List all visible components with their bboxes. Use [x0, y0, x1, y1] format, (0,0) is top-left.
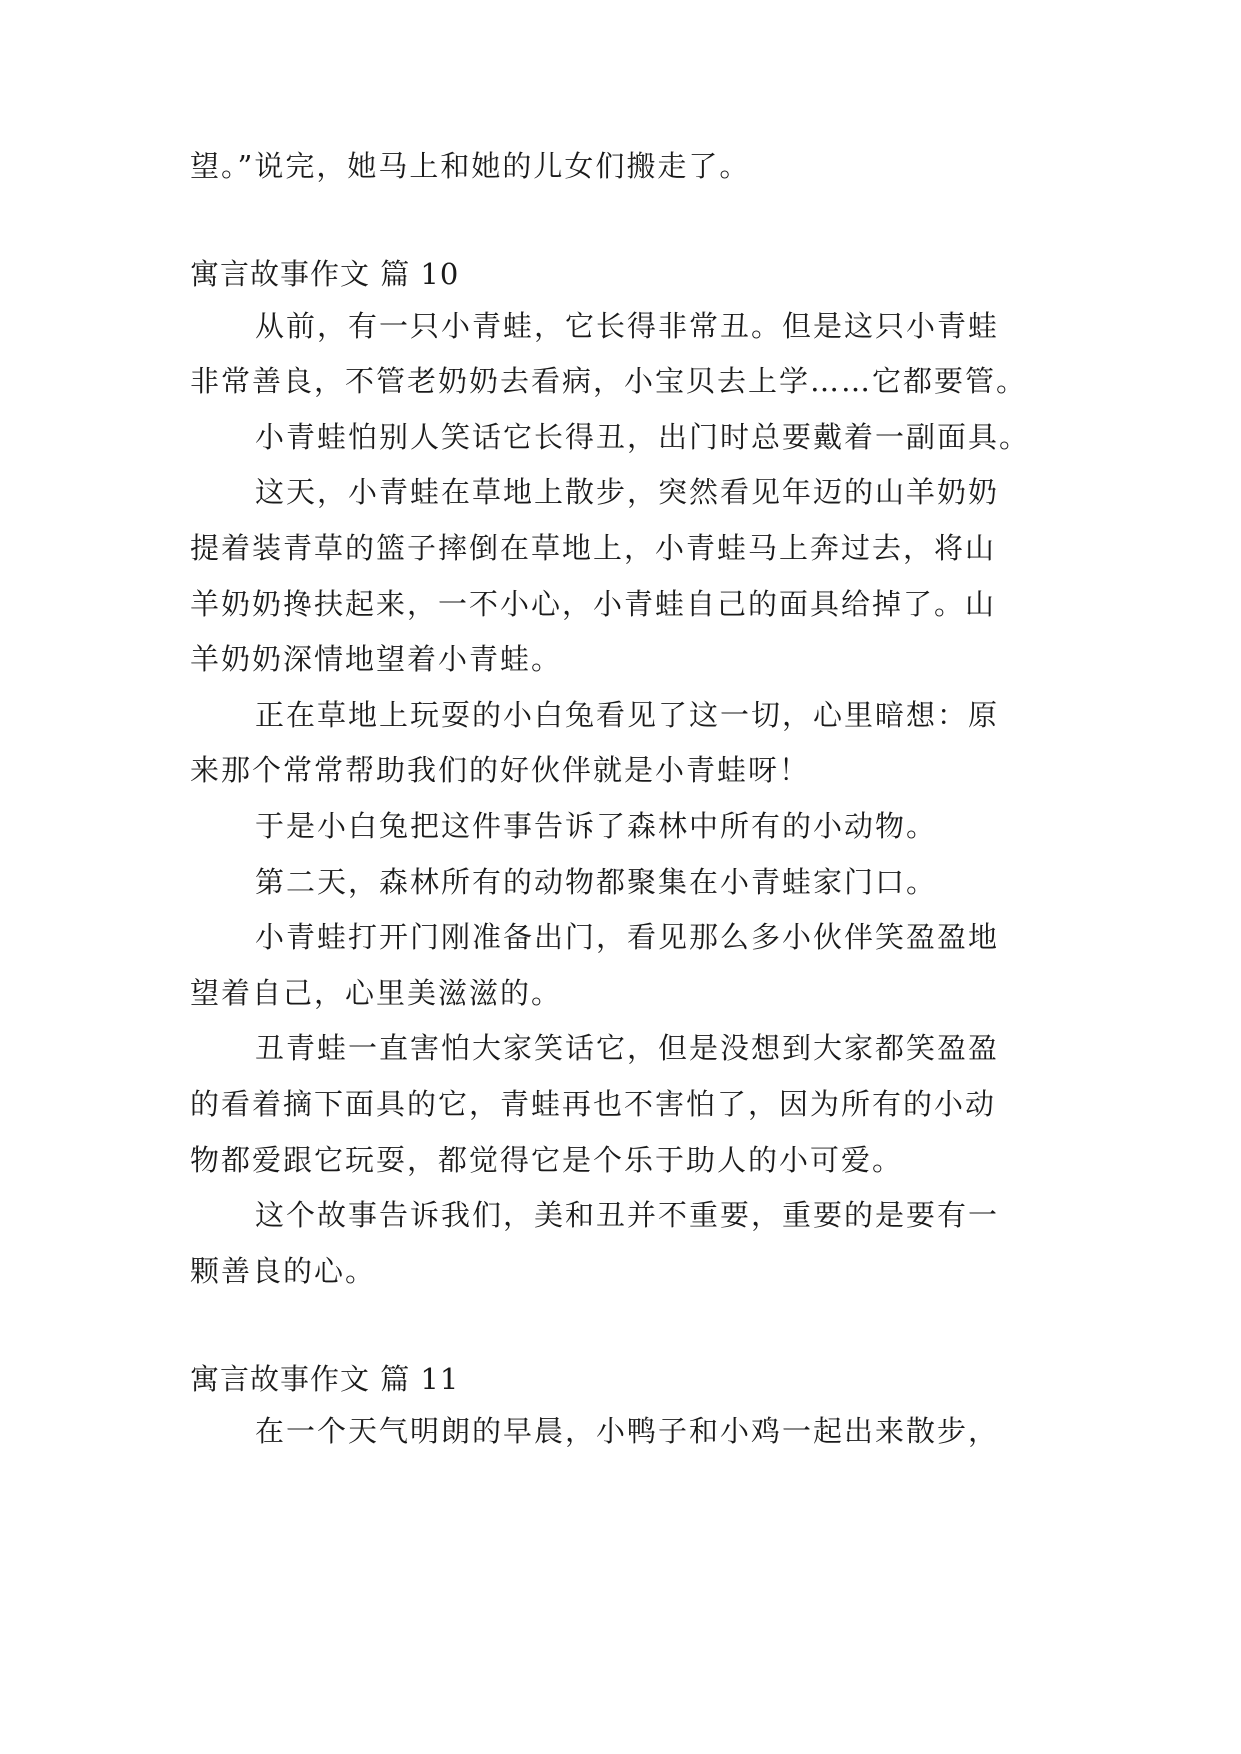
- text-line: 羊奶奶搀扶起来，一不小心，小青蛙自己的面具给掉了。山: [190, 587, 997, 621]
- text-line: 望。”说完，她马上和她的儿女们搬走了。: [190, 149, 751, 183]
- text-line: 非常善良，不管老奶奶去看病，小宝贝去上学……它都要管。: [190, 364, 1028, 398]
- text-line: 于是小白兔把这件事告诉了森林中所有的小动物。: [255, 809, 938, 843]
- text-line: 望着自己，心里美滋滋的。: [190, 976, 563, 1010]
- text-line: 这个故事告诉我们，美和丑并不重要，重要的是要有一: [255, 1198, 1000, 1232]
- text-line: 丑青蛙一直害怕大家笑话它，但是没想到大家都笑盈盈: [255, 1031, 1000, 1065]
- text-line: 小青蛙怕别人笑话它长得丑，出门时总要戴着一副面具。: [255, 420, 1031, 454]
- section-heading-11: 寓言故事作文 篇 11: [190, 1362, 460, 1396]
- text-line: 的看着摘下面具的它，青蛙再也不害怕了，因为所有的小动: [190, 1087, 997, 1121]
- text-line: 来那个常常帮助我们的好伙伴就是小青蛙呀！: [190, 753, 811, 787]
- text-line: 第二天，森林所有的动物都聚集在小青蛙家门口。: [255, 865, 938, 899]
- text-line: 物都爱跟它玩耍，都觉得它是个乐于助人的小可爱。: [190, 1143, 904, 1177]
- section-heading-10: 寓言故事作文 篇 10: [190, 257, 460, 291]
- text-line: 从前，有一只小青蛙，它长得非常丑。但是这只小青蛙: [255, 309, 1000, 343]
- text-line: 小青蛙打开门刚准备出门，看见那么多小伙伴笑盈盈地: [255, 920, 1000, 954]
- text-line: 提着装青草的篮子摔倒在草地上，小青蛙马上奔过去，将山: [190, 531, 997, 565]
- text-line: 羊奶奶深情地望着小青蛙。: [190, 642, 563, 676]
- text-line: 这天，小青蛙在草地上散步，突然看见年迈的山羊奶奶: [255, 475, 1000, 509]
- text-line: 正在草地上玩耍的小白兔看见了这一切，心里暗想：原: [255, 698, 1000, 732]
- text-line: 颗善良的心。: [190, 1254, 377, 1288]
- text-line: 在一个天气明朗的早晨，小鸭子和小鸡一起出来散步，: [255, 1414, 1000, 1448]
